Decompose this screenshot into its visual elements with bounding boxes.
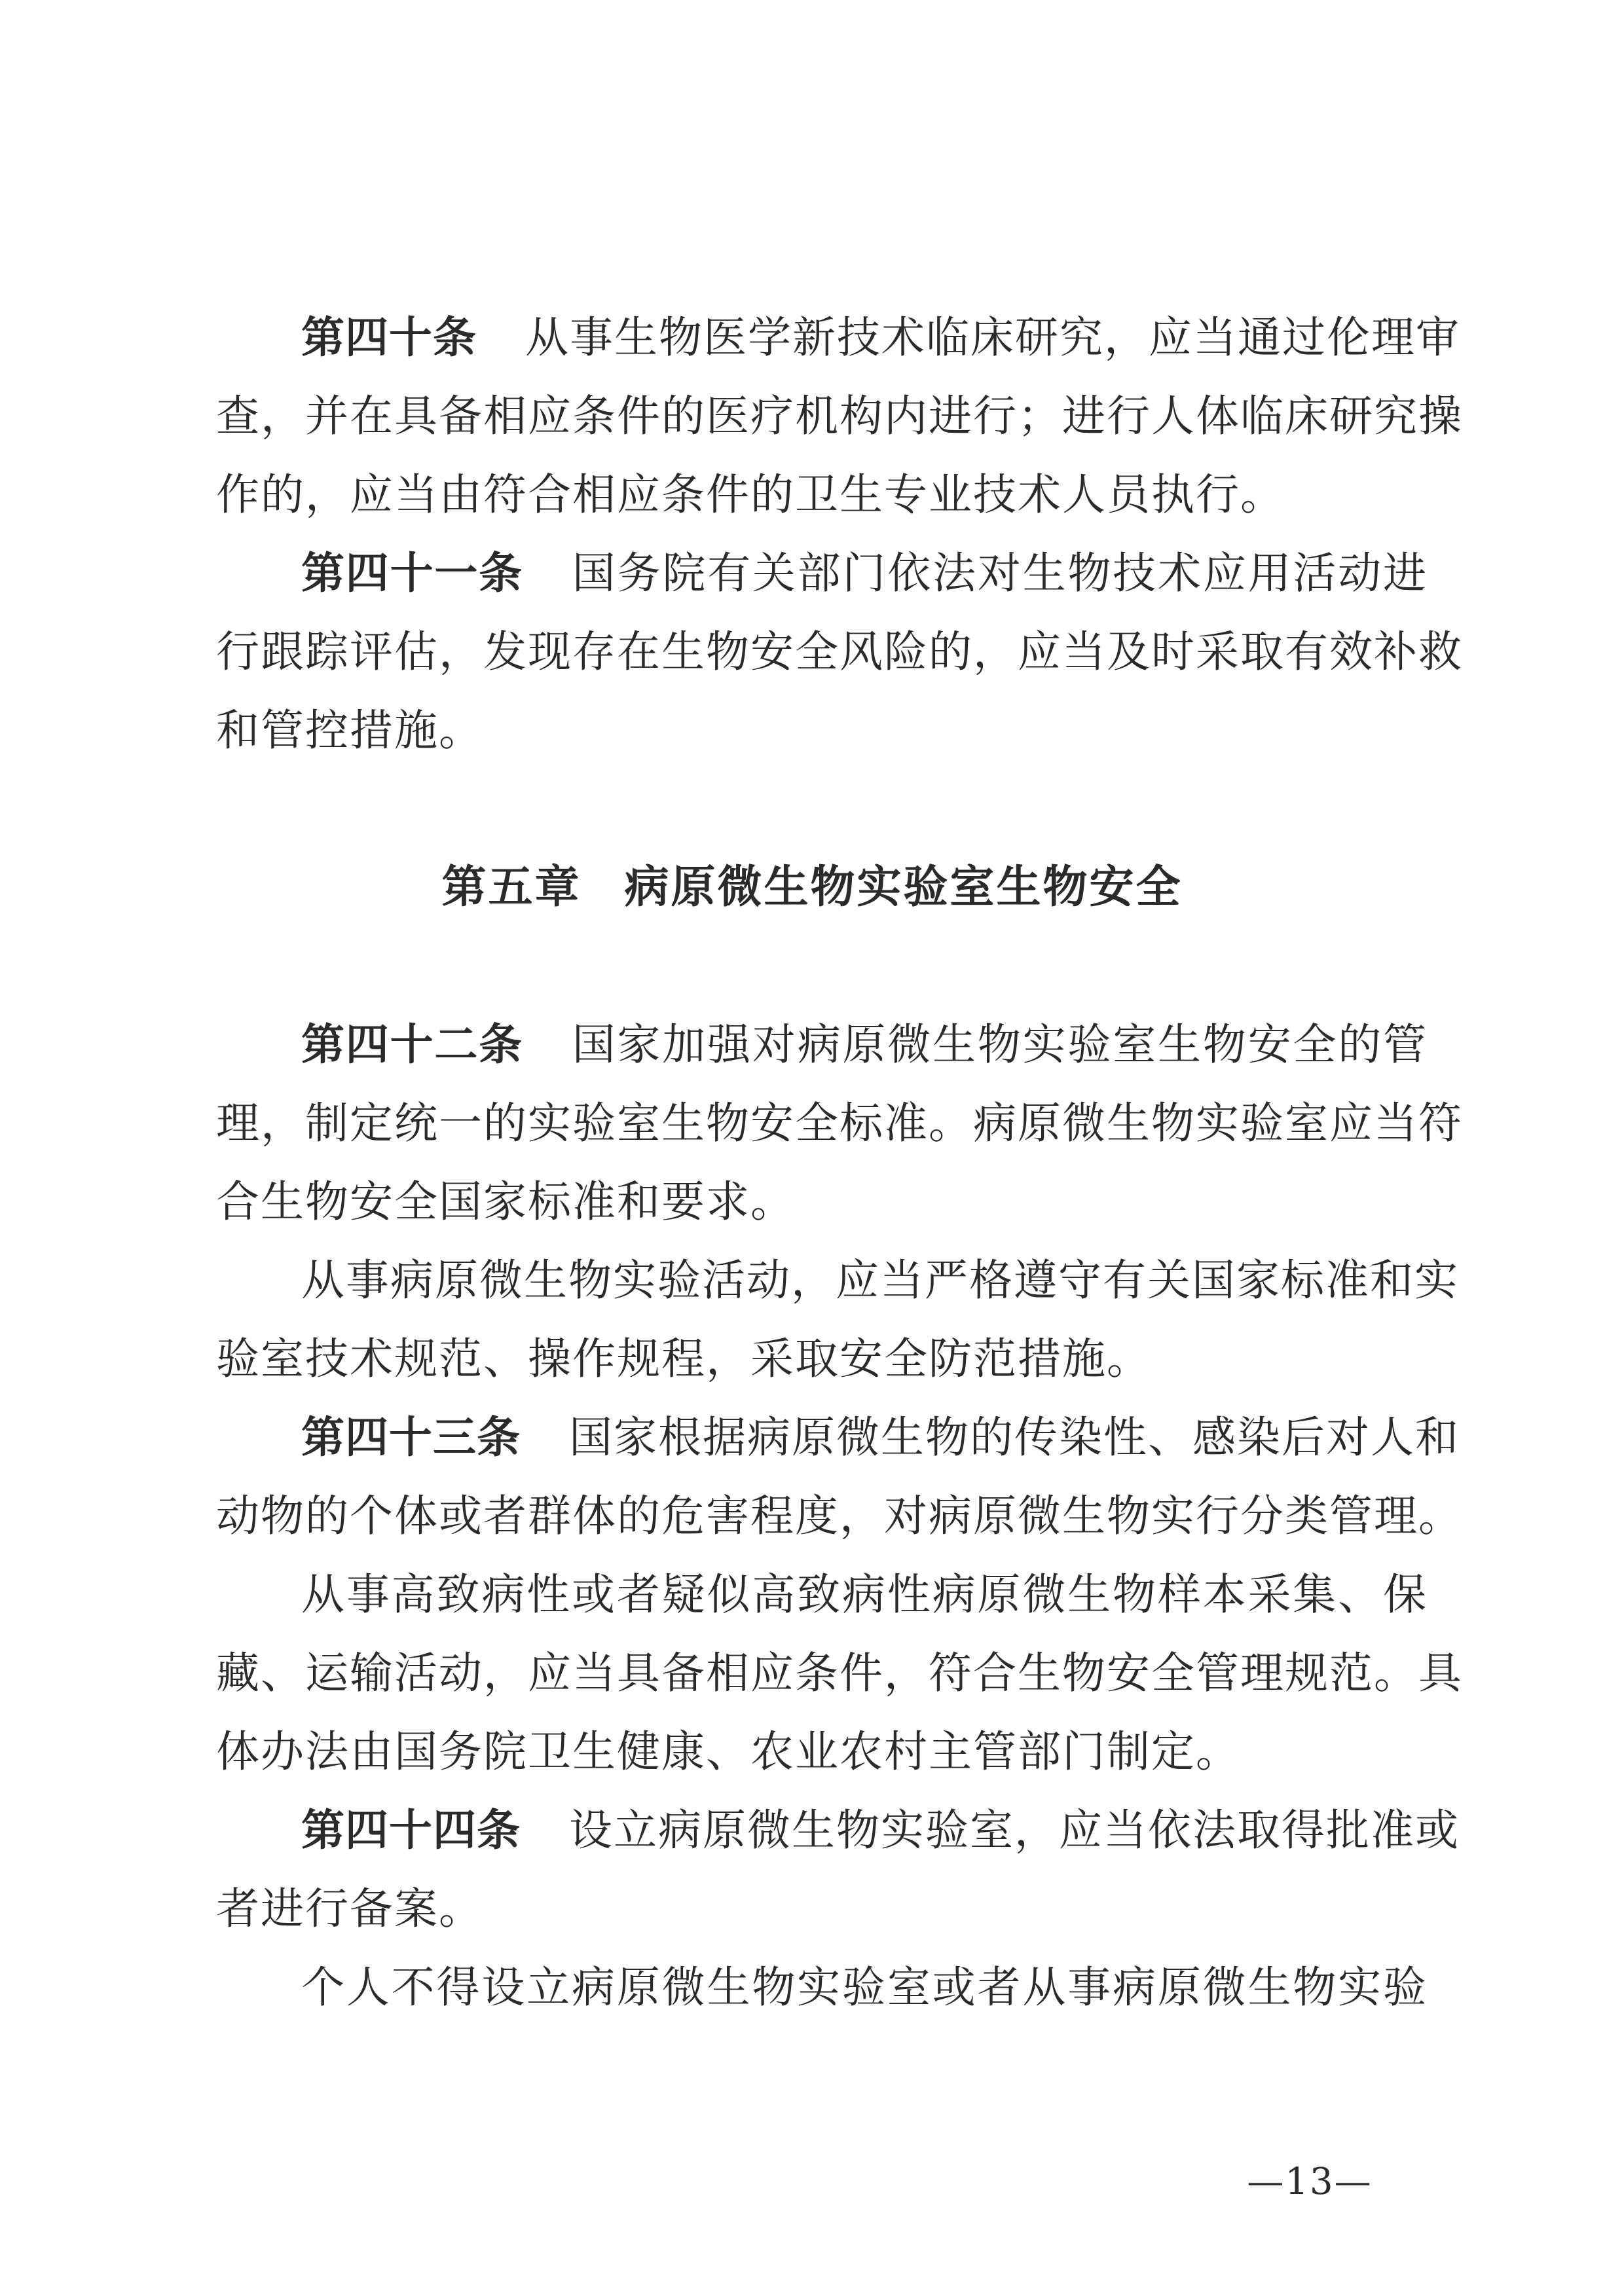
article-43-line-2: 动物的个体或者群体的危害程度，对病原微生物实行分类管理。 <box>216 1491 1463 1541</box>
article-40-line-3: 作的，应当由符合相应条件的卫生专业技术人员执行。 <box>216 469 1285 520</box>
article-44-line-1 <box>301 1805 1460 1855</box>
article-43-text-1: 国家根据病原微生物的传染性、感染后对人和 <box>569 1412 1460 1463</box>
article-42-label: 第四十二条 <box>301 1019 523 1070</box>
article-40-text-1: 从事生物医学新技术临床研究，应当通过伦理审 <box>525 312 1460 363</box>
article-40-label: 第四十条 <box>301 312 477 363</box>
article-40-line-2: 查，并在具备相应条件的医疗机构内进行；进行人体临床研究操 <box>216 391 1463 441</box>
article-42-line-1 <box>301 1019 1428 1070</box>
article-41-line-2: 行跟踪评估，发现存在生物安全风险的，应当及时采取有效补救 <box>216 627 1463 677</box>
chapter-heading <box>0 862 1624 913</box>
article-42-line-2: 理，制定统一的实验室生物安全标准。病原微生物实验室应当符 <box>216 1098 1463 1148</box>
article-41-line-3: 和管控措施。 <box>216 705 483 756</box>
article-44-text-1: 设立病原微生物实验室，应当依法取得批准或 <box>569 1805 1460 1855</box>
article-41-label: 第四十一条 <box>301 548 523 598</box>
article-43-para-2-line-2: 藏、运输活动，应当具备相应条件，符合生物安全管理规范。具 <box>216 1648 1463 1698</box>
article-40-line-1 <box>301 312 1460 363</box>
article-43-para-2-line-3: 体办法由国务院卫生健康、农业农村主管部门制定。 <box>216 1726 1240 1777</box>
article-44-label: 第四十四条 <box>301 1805 521 1855</box>
article-42-line-3: 合生物安全国家标准和要求。 <box>216 1176 795 1227</box>
chapter-number: 第五章 <box>441 862 581 913</box>
article-44-para-2-line-1: 个人不得设立病原微生物实验室或者从事病原微生物实验 <box>301 1962 1428 2013</box>
article-42-text-1: 国家加强对病原微生物实验室生物安全的管 <box>571 1019 1428 1070</box>
chapter-title: 病原微生物实验室生物安全 <box>624 862 1183 913</box>
article-43-para-2-line-1: 从事高致病性或者疑似高致病性病原微生物样本采集、保 <box>301 1569 1428 1620</box>
article-44-line-2: 者进行备案。 <box>216 1884 483 1934</box>
article-41-text-1: 国务院有关部门依法对生物技术应用活动进 <box>571 548 1428 598</box>
article-41-line-1 <box>301 548 1428 598</box>
article-43-label: 第四十三条 <box>301 1412 521 1463</box>
article-42-para-2-line-2: 验室技术规范、操作规程，采取安全防范措施。 <box>216 1334 1151 1384</box>
article-43-line-1 <box>301 1412 1460 1463</box>
page-number: —13— <box>1247 2160 1373 2203</box>
article-42-para-2-line-1: 从事病原微生物实验活动，应当严格遵守有关国家标准和实 <box>301 1255 1459 1305</box>
